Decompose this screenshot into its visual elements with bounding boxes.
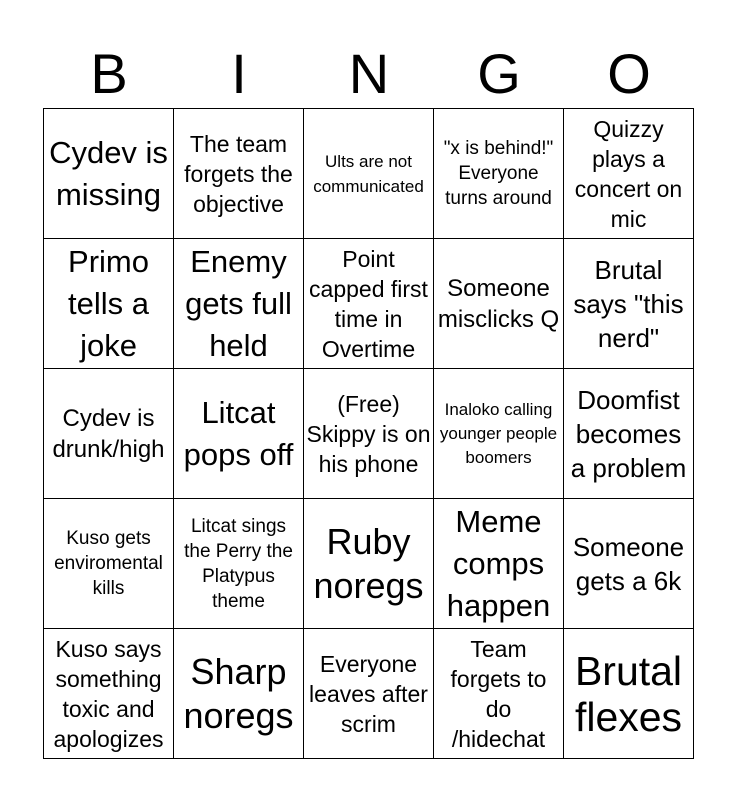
bingo-cell-text: Sharp noregs (183, 650, 294, 736)
bingo-cell-text: (Free) Skippy is on his phone (306, 390, 431, 477)
bingo-cell-text: Doomfist becomes a problem (570, 384, 687, 483)
header-letter-o: O (607, 42, 651, 105)
bingo-cell[interactable] (304, 239, 434, 369)
bingo-cell-text: Cydev is missing (49, 134, 168, 212)
bingo-cell[interactable] (44, 499, 174, 629)
bingo-cell-text: Brutal says "this nerd" (573, 254, 684, 353)
bingo-cell-text: Kuso says something toxic and apologizes (53, 635, 164, 752)
bingo-cell-text: Ults are not communicated (313, 151, 424, 196)
bingo-cell-text: Someone misclicks Q (437, 274, 560, 333)
header-letter-i: I (231, 42, 247, 105)
bingo-cell-text: Team forgets to do /hidechat (450, 635, 547, 752)
bingo-cell[interactable] (174, 369, 304, 499)
bingo-cell-text: Kuso gets enviromental kills (54, 528, 163, 599)
bingo-cell-text: Someone gets a 6k (572, 531, 685, 596)
bingo-cell-text: Litcat pops off (183, 394, 294, 472)
bingo-cell[interactable] (304, 499, 434, 629)
bingo-cell[interactable] (434, 239, 564, 369)
bingo-cell[interactable] (44, 109, 174, 239)
bingo-cell[interactable] (434, 499, 564, 629)
bingo-cell-text: Cydev is drunk/high (52, 404, 165, 463)
bingo-cell-text: Point capped first time in Overtime (309, 245, 428, 362)
header-letter-g: G (477, 42, 521, 105)
bingo-cell[interactable] (44, 239, 174, 369)
bingo-cell-text: Meme comps happen (446, 503, 551, 623)
bingo-cell-text: Primo tells a joke (68, 243, 149, 363)
bingo-cell[interactable] (44, 629, 174, 759)
bingo-cell[interactable] (304, 629, 434, 759)
bingo-grid (43, 108, 694, 759)
bingo-cell-text: "x is behind!" Everyone turns around (443, 138, 554, 209)
bingo-cell-text: Everyone leaves after scrim (309, 650, 428, 737)
bingo-cell[interactable] (434, 369, 564, 499)
bingo-cell-text: Quizzy plays a concert on mic (574, 115, 683, 232)
bingo-cell[interactable] (304, 109, 434, 239)
bingo-cell[interactable] (564, 629, 694, 759)
bingo-cell[interactable] (434, 109, 564, 239)
bingo-cell[interactable] (304, 369, 434, 499)
bingo-cell-text: The team forgets the objective (184, 130, 293, 217)
bingo-cell[interactable] (174, 109, 304, 239)
bingo-cell[interactable] (564, 239, 694, 369)
bingo-cell-text: Ruby noregs (313, 520, 424, 606)
bingo-cell[interactable] (174, 629, 304, 759)
bingo-cell[interactable] (564, 369, 694, 499)
bingo-cell-text: Brutal flexes (574, 647, 683, 740)
bingo-cell[interactable] (434, 629, 564, 759)
bingo-cell[interactable] (564, 499, 694, 629)
bingo-cell[interactable] (44, 369, 174, 499)
header-letter-n: N (348, 42, 390, 105)
bingo-cell-text: Enemy gets full held (185, 243, 292, 363)
bingo-cell[interactable] (564, 109, 694, 239)
bingo-cell-text: Inaloko calling younger people boomers (439, 399, 558, 467)
bingo-cell-text: Litcat sings the Perry the Platypus theme (184, 515, 293, 612)
header-letter-b: B (90, 42, 128, 105)
bingo-cell[interactable] (174, 499, 304, 629)
bingo-cell[interactable] (174, 239, 304, 369)
bingo-header (44, 40, 694, 108)
